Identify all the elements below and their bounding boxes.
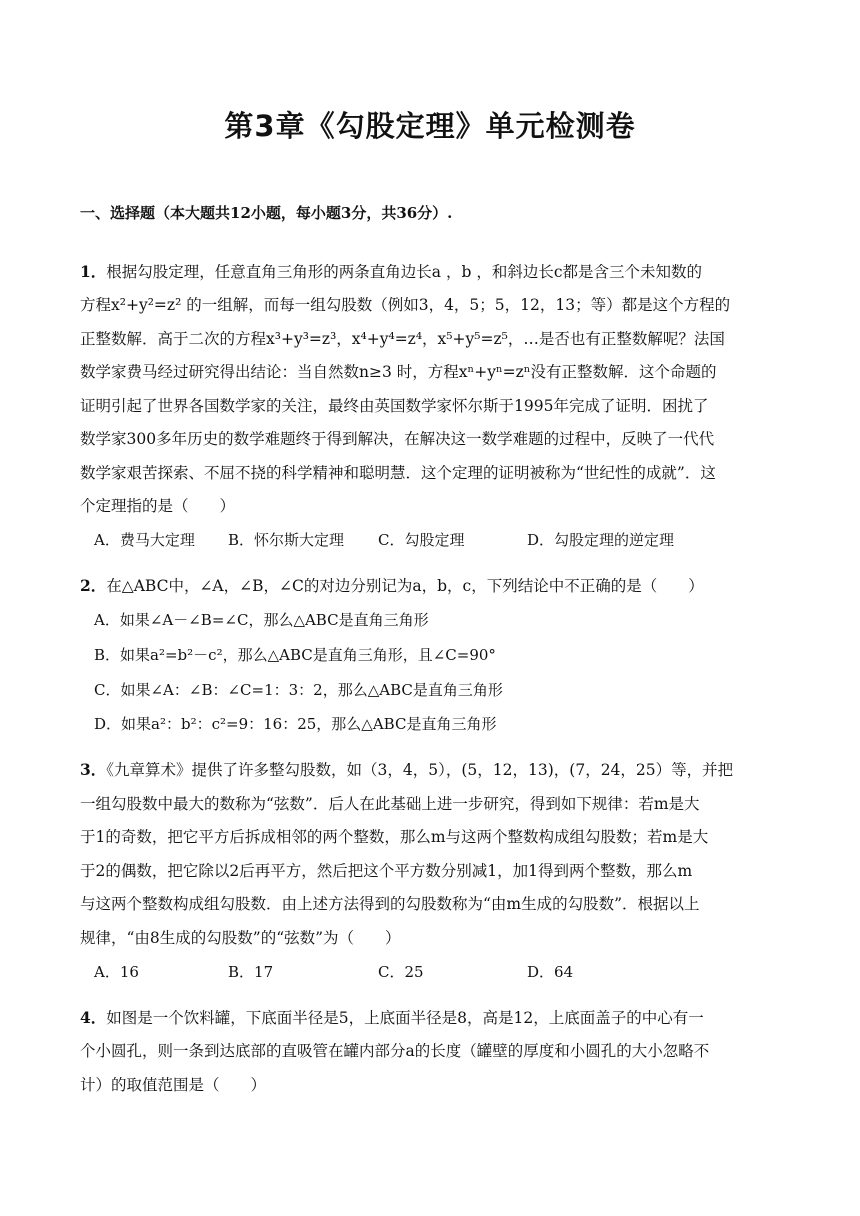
q3-line-3: 于1的奇数，把它平方后拆成相邻的两个整数，那么m与这两个整数构成组勾股数；若m是大 — [80, 828, 709, 846]
q3-line-2: 一组勾股数中最大的数称为“弦数”．后人在此基础上进一步研究，得到如下规律：若m是大 — [80, 795, 700, 813]
q1-option-d[interactable]: D．勾股定理的逆定理 — [527, 531, 675, 549]
q3-option-b[interactable]: B．17 — [228, 963, 274, 981]
q1-option-a[interactable]: A．费马大定理 — [94, 531, 195, 549]
q1-line-6: 数学家300多年历史的数学难题终于得到解决，在解决这一数学难题的过程中，反映了一代代 — [80, 430, 715, 448]
q1-line-3: 正整数解．高于二次的方程x³+y³=z³，x⁴+y⁴=z⁴，x⁵+y⁵=z⁵，…是否也有正整数解呢？法国 — [80, 330, 725, 348]
q2-stem: 2．在△ABC中，∠A，∠B，∠C的对边分别记为a，b，c，下列结论中不正确的是（ ） — [80, 576, 704, 595]
q3-option-c[interactable]: C．25 — [378, 963, 424, 981]
q1-option-c[interactable]: C．勾股定理 — [378, 531, 465, 549]
q1-line-5: 证明引起了世界各国数学家的关注，最终由英国数学家怀尔斯于1995年完成了证明．困扰了 — [80, 397, 709, 415]
q3-option-d[interactable]: D．64 — [527, 963, 574, 981]
q4-line-3: 计）的取值范围是（ ） — [80, 1076, 267, 1094]
q1-line-8: 个定理指的是（ ） — [80, 497, 236, 515]
q2-option-b[interactable]: B．如果a²=b²－c²，那么△ABC是直角三角形，且∠C=90° — [94, 646, 496, 664]
q2-option-c[interactable]: C．如果∠A：∠B：∠C=1：3：2，那么△ABC是直角三角形 — [94, 681, 503, 699]
q3-number: 3． — [80, 760, 107, 779]
section-heading: 一、选择题（本大题共12小题，每小题3分，共36分）. — [80, 204, 453, 222]
q1-line-2: 方程x²+y²=z² 的一组解，而每一组勾股数（例如3，4，5；5，12，13；等）都是这个方程的 — [80, 296, 731, 314]
q2-option-a[interactable]: A．如果∠A－∠B=∠C，那么△ABC是直角三角形 — [94, 611, 429, 629]
q4-number: 4． — [80, 1008, 107, 1027]
q3-option-a[interactable]: A．16 — [94, 963, 139, 981]
q4-line-2: 个小圆孔，则一条到达底部的直吸管在罐内部分a的长度（罐壁的厚度和小圆孔的大小忽略不 — [80, 1042, 710, 1060]
q1-number: 1． — [80, 262, 107, 281]
q1-option-b[interactable]: B．怀尔斯大定理 — [228, 531, 345, 549]
q1-line-7: 数学家艰苦探索、不屈不挠的科学精神和聪明慧．这个定理的证明被称为“世纪性的成就”．这 — [80, 464, 716, 482]
q3-line-6: 规律，“由8生成的勾股数”的“弦数”为（ ） — [80, 929, 401, 947]
q3-line-4: 于2的偶数，把它除以2后再平方，然后把这个平方数分别减1，加1得到两个整数，那么m — [80, 862, 693, 880]
page-title: 第3章《勾股定理》单元检测卷 — [224, 109, 636, 143]
q1-line-1: 1．根据勾股定理，任意直角三角形的两条直角边长a ，b ，和斜边长c都是含三个未知数的 — [80, 262, 702, 281]
q3-line-5: 与这两个整数构成组勾股数．由上述方法得到的勾股数称为“由m生成的勾股数”．根据以上 — [80, 895, 700, 913]
q2-option-d[interactable]: D．如果a²：b²：c²=9：16：25，那么△ABC是直角三角形 — [94, 715, 497, 733]
q2-number: 2． — [80, 576, 107, 595]
q1-line-4: 数学家费马经过研究得出结论：当自然数n≥3 时，方程xⁿ+yⁿ=zⁿ没有正整数解．这个命题的 — [80, 363, 717, 381]
q3-line-1: 3．《九章算术》提供了许多整勾股数，如（3，4，5），(5，12，13)，(7，24，25）等，并把 — [80, 760, 734, 779]
q4-line-1: 4．如图是一个饮料罐，下底面半径是5，上底面半径是8，高是12，上底面盖子的中心有一 — [80, 1008, 704, 1027]
